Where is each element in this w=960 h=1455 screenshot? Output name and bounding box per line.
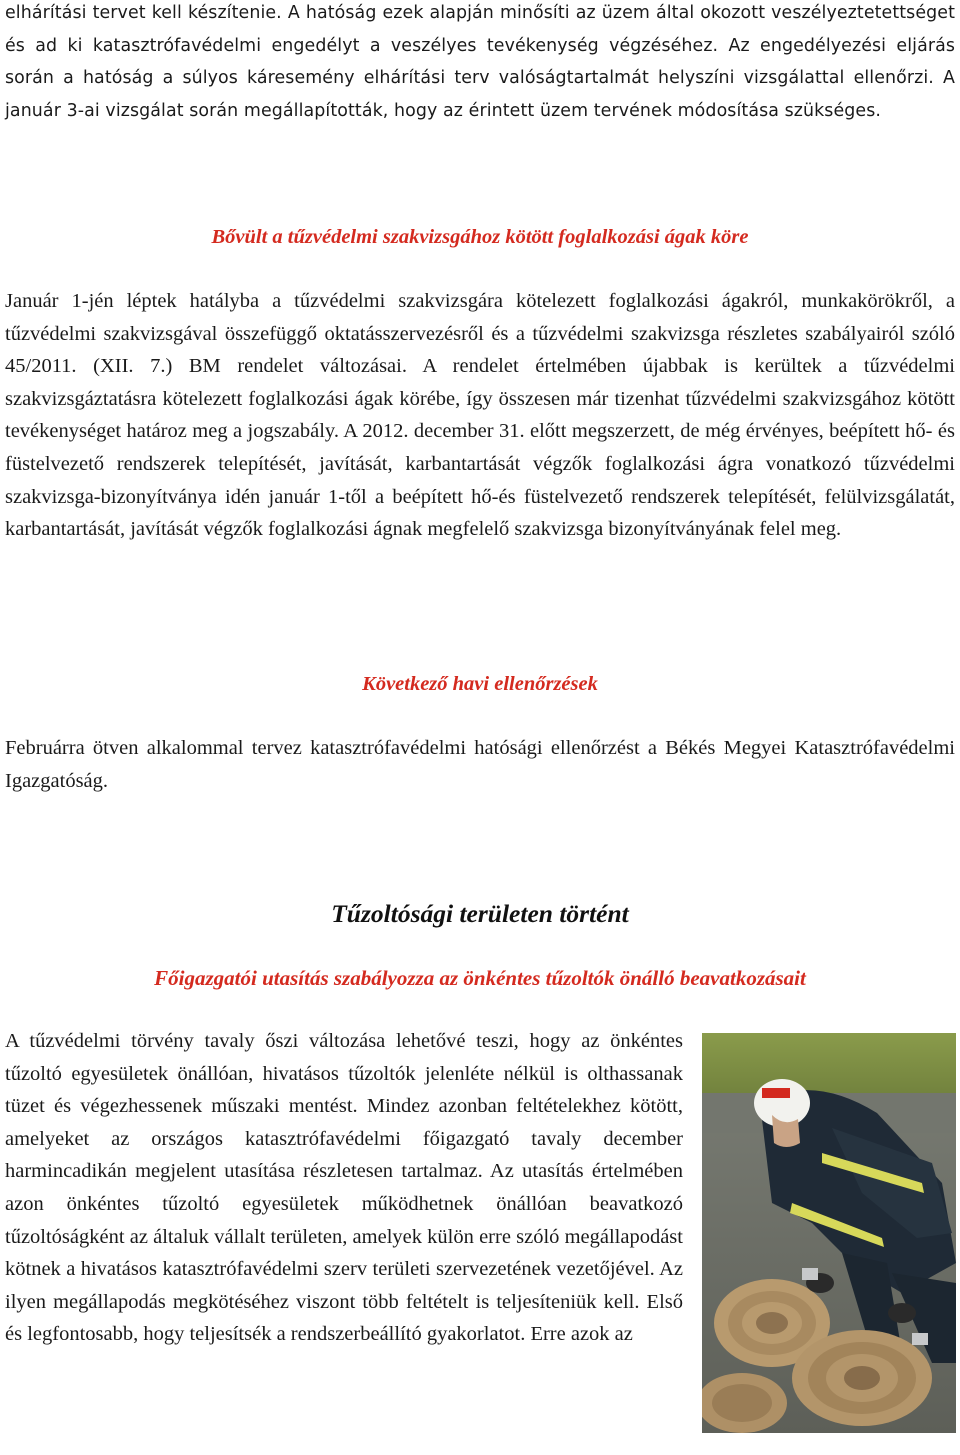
section-title-tuzoltosag: Tűzoltósági területen történt: [331, 899, 629, 928]
section-heading-ellenorzesek: Következő havi ellenőrzések: [362, 673, 598, 695]
section-subheading-utasitas: Főigazgatói utasítás szabályozza az önkéntes tűzoltók önálló beavatkozásait: [154, 966, 806, 990]
section-heading-szakvizsga: Bővült a tűzvédelmi szakvizsgához kötött foglalkozási ágak köre: [211, 226, 749, 248]
szakvizsga-paragraph: Január 1-jén léptek hatályba a tűzvédelmi szakvizsgára kötelezett foglalkozási ágakról, munkakörökről, a tűzvédelmi szakvizsgával összefüggő oktatásszervezésről és a tűzvédelmi szakvizsga részletes szabályairól szóló 45/2011. (XII. 7.) BM rendelet változásai. A rendelet értelmében újabbak is kerültek a tűzvédelmi szakvizsgáztatásra kötelezett foglalkozási ágak körébe, így összesen már tizenhat tűzvédelmi szakvizsgához kötött tevékenységet határoz meg a jogszabály. A 2012. december 31. előtt megszerzett, de még érvényes, beépített hő- és füstelvezető rendszerek telepítését, javítását, karbantartását végzők foglalkozási ágra vonatkozó tűzvédelmi szakvizsga-bizonyítványa idén január 1-től a beépített hő-és füstelvezető rendszerek telepítését, felülvizsgálatát, karbantartását, javítását végzők foglalkozási ágnak megfelelő szakvizsga bizonyítványának felel meg.: [5, 290, 955, 541]
firefighter-photo: [702, 1033, 956, 1433]
utasitas-paragraph: A tűzvédelmi törvény tavaly őszi változása lehetővé teszi, hogy az önkéntes tűzoltó egyesületek önállóan, hivatásos tűzoltók jelenléte nélkül is olthassanak tüzet és végezhessenek műszaki mentést. Mindez azonban feltételekhez kötött, amelyeket az országos katasztrófavédelmi főigazgató tavaly december harmincadikán megjelent utasítása részletesen tartalmaz. Az utasítás értelmében azon önkéntes tűzoltó egyesületek működhetnek önállóan beavatkozó tűzoltóságként az általuk vállalt területen, amelyek külön erre szóló megállapodást kötnek a hivatásos katasztrófavédelmi szerv területi szervezetének vezetőjével. Az ilyen megállapodás megkötéséhez viszont több feltételt is teljesíteniük kell. Első és legfontosabb, hogy teljesítsék a rendszerbeállító gyakorlatot. Erre azok az: [5, 1030, 683, 1346]
ellenorzesek-paragraph: Februárra ötven alkalommal tervez katasztrófavédelmi hatósági ellenőrzést a Békés Megyei Katasztrófavédelmi Igazgatóság.: [5, 737, 955, 792]
intro-paragraph: elhárítási tervet kell készítenie. A hatóság ezek alapján minősíti az üzem által okozott veszélyeztetettséget és ad ki katasztrófavédelmi engedélyt a veszélyes tevékenység végzéséhez. Az engedélyezési eljárás során a hatóság a súlyos káresemény elhárítási terv valóságtartalmát helyszíni vizsgálattal ellenőrzi. A január 3-ai vizsgálat során megállapították, hogy az érintett üzem tervének módosítása szükséges.: [5, 3, 955, 121]
